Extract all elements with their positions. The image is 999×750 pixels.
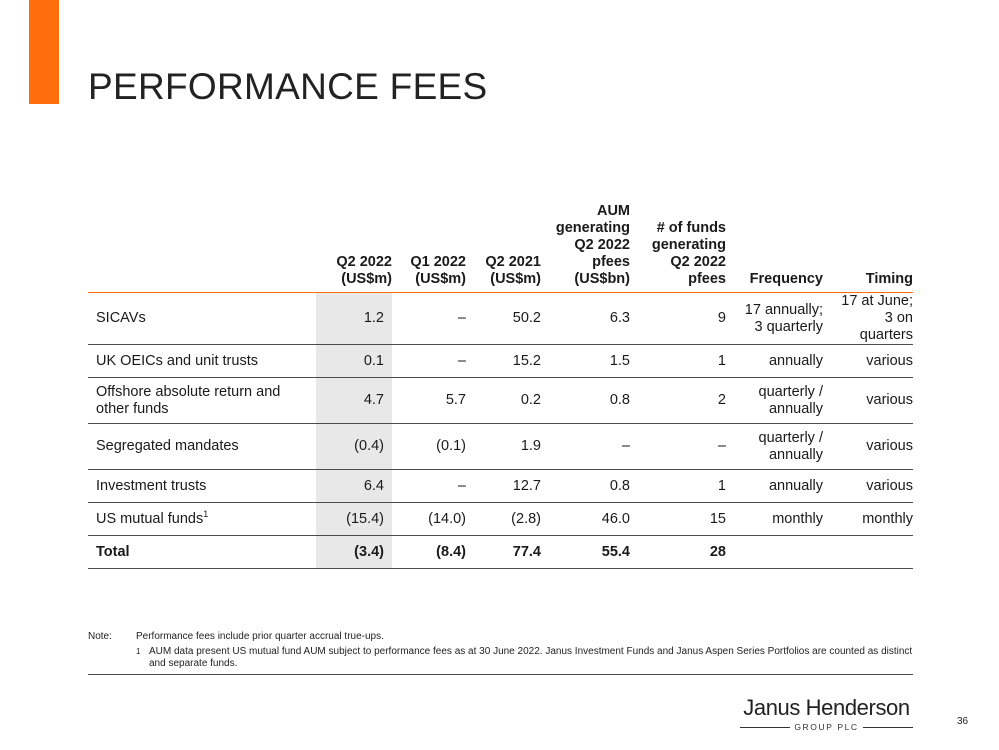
table-row: [88, 424, 913, 470]
total-q2-2022: (3.4): [316, 536, 392, 569]
cell-q2-2022: 0.1: [316, 345, 392, 378]
cell-q1-2022: 5.7: [392, 378, 466, 424]
cell-q1-2022: –: [392, 293, 466, 345]
cell-funds: 9: [630, 293, 726, 345]
cell-timing: monthly: [823, 503, 913, 536]
total-q2-2021: 77.4: [466, 536, 541, 569]
total-label: Total: [88, 536, 316, 569]
row-label: UK OEICs and unit trusts: [88, 345, 316, 378]
cell-q2-2021: 15.2: [466, 345, 541, 378]
row-label: SICAVs: [88, 293, 316, 345]
table-row: [88, 293, 913, 345]
header-funds: # of funds generating Q2 2022 pfees: [630, 194, 726, 293]
cell-q1-2022: –: [392, 470, 466, 503]
row-label-text: US mutual funds: [96, 510, 204, 527]
table-row: [88, 378, 913, 424]
table-row: [88, 470, 913, 503]
page-number: 36: [957, 716, 969, 727]
cell-q2-2022: 6.4: [316, 470, 392, 503]
header-timing: Timing: [823, 194, 913, 293]
total-q1-2022: (8.4): [392, 536, 466, 569]
total-aum: 55.4: [541, 536, 630, 569]
cell-q1-2022: –: [392, 345, 466, 378]
cell-frequency: quarterly / annually: [726, 378, 823, 424]
footnote-line: [88, 646, 913, 670]
cell-q2-2021: 1.9: [466, 424, 541, 470]
cell-aum: 0.8: [541, 470, 630, 503]
cell-frequency: annually: [726, 345, 823, 378]
company-logo: [740, 697, 913, 732]
cell-funds: 15: [630, 503, 726, 536]
logo-sub-text: GROUP PLC: [794, 722, 859, 732]
header-q1-2022: Q1 2022 (US$m): [392, 194, 466, 293]
table-header-row: [88, 194, 913, 293]
cell-funds: 1: [630, 345, 726, 378]
header-label-col: [88, 194, 316, 293]
note-line: [88, 631, 913, 643]
cell-q2-2021: 0.2: [466, 378, 541, 424]
header-q2-2022: Q2 2022 (US$m): [316, 194, 392, 293]
header-q2-2021: Q2 2021 (US$m): [466, 194, 541, 293]
cell-aum: 6.3: [541, 293, 630, 345]
cell-funds: 2: [630, 378, 726, 424]
logo-rule-left: [740, 727, 790, 728]
cell-q2-2021: 50.2: [466, 293, 541, 345]
row-label: Segregated mandates: [88, 424, 316, 470]
cell-timing: 17 at June; 3 on quarters: [823, 293, 913, 345]
cell-aum: 1.5: [541, 345, 630, 378]
cell-q2-2021: (2.8): [466, 503, 541, 536]
notes-section: [88, 631, 913, 675]
logo-name: Janus Henderson: [743, 695, 910, 720]
note-label: Note:: [88, 631, 112, 642]
cell-timing: various: [823, 470, 913, 503]
logo-subline: [740, 722, 913, 732]
cell-q2-2022: (15.4): [316, 503, 392, 536]
cell-q2-2022: 4.7: [316, 378, 392, 424]
footnote-marker: 1: [136, 647, 141, 656]
cell-frequency: quarterly / annually: [726, 424, 823, 470]
note-text: Performance fees include prior quarter accrual true-ups.: [136, 631, 384, 642]
cell-aum: 46.0: [541, 503, 630, 536]
cell-q2-2022: 1.2: [316, 293, 392, 345]
cell-frequency: annually: [726, 470, 823, 503]
header-frequency: Frequency: [726, 194, 823, 293]
logo-rule-right: [863, 727, 913, 728]
cell-funds: 1: [630, 470, 726, 503]
row-label: [88, 503, 316, 536]
page-title: PERFORMANCE FEES: [88, 66, 488, 107]
total-row: [88, 536, 913, 569]
table-row: [88, 503, 913, 536]
total-timing: [823, 536, 913, 569]
cell-q1-2022: (0.1): [392, 424, 466, 470]
cell-timing: various: [823, 424, 913, 470]
cell-timing: various: [823, 378, 913, 424]
cell-funds: –: [630, 424, 726, 470]
footnote-ref: 1: [203, 508, 209, 519]
header-aum: AUM generating Q2 2022 pfees (US$bn): [541, 194, 630, 293]
table-row: [88, 345, 913, 378]
cell-frequency: 17 annually; 3 quarterly: [726, 293, 823, 345]
cell-frequency: monthly: [726, 503, 823, 536]
row-label: Investment trusts: [88, 470, 316, 503]
total-frequency: [726, 536, 823, 569]
accent-bar: [29, 0, 59, 104]
performance-fees-table: [88, 194, 913, 569]
total-funds: 28: [630, 536, 726, 569]
cell-q2-2022: (0.4): [316, 424, 392, 470]
footnote-text: AUM data present US mutual fund AUM subject to performance fees as at 30 June 2022. Janus Investment Funds and Janus Aspen Series Portfolios are counted as distinct and separate funds.: [149, 646, 913, 669]
cell-aum: –: [541, 424, 630, 470]
cell-aum: 0.8: [541, 378, 630, 424]
cell-q1-2022: (14.0): [392, 503, 466, 536]
cell-timing: various: [823, 345, 913, 378]
cell-q2-2021: 12.7: [466, 470, 541, 503]
row-label: Offshore absolute return and other funds: [88, 378, 316, 424]
